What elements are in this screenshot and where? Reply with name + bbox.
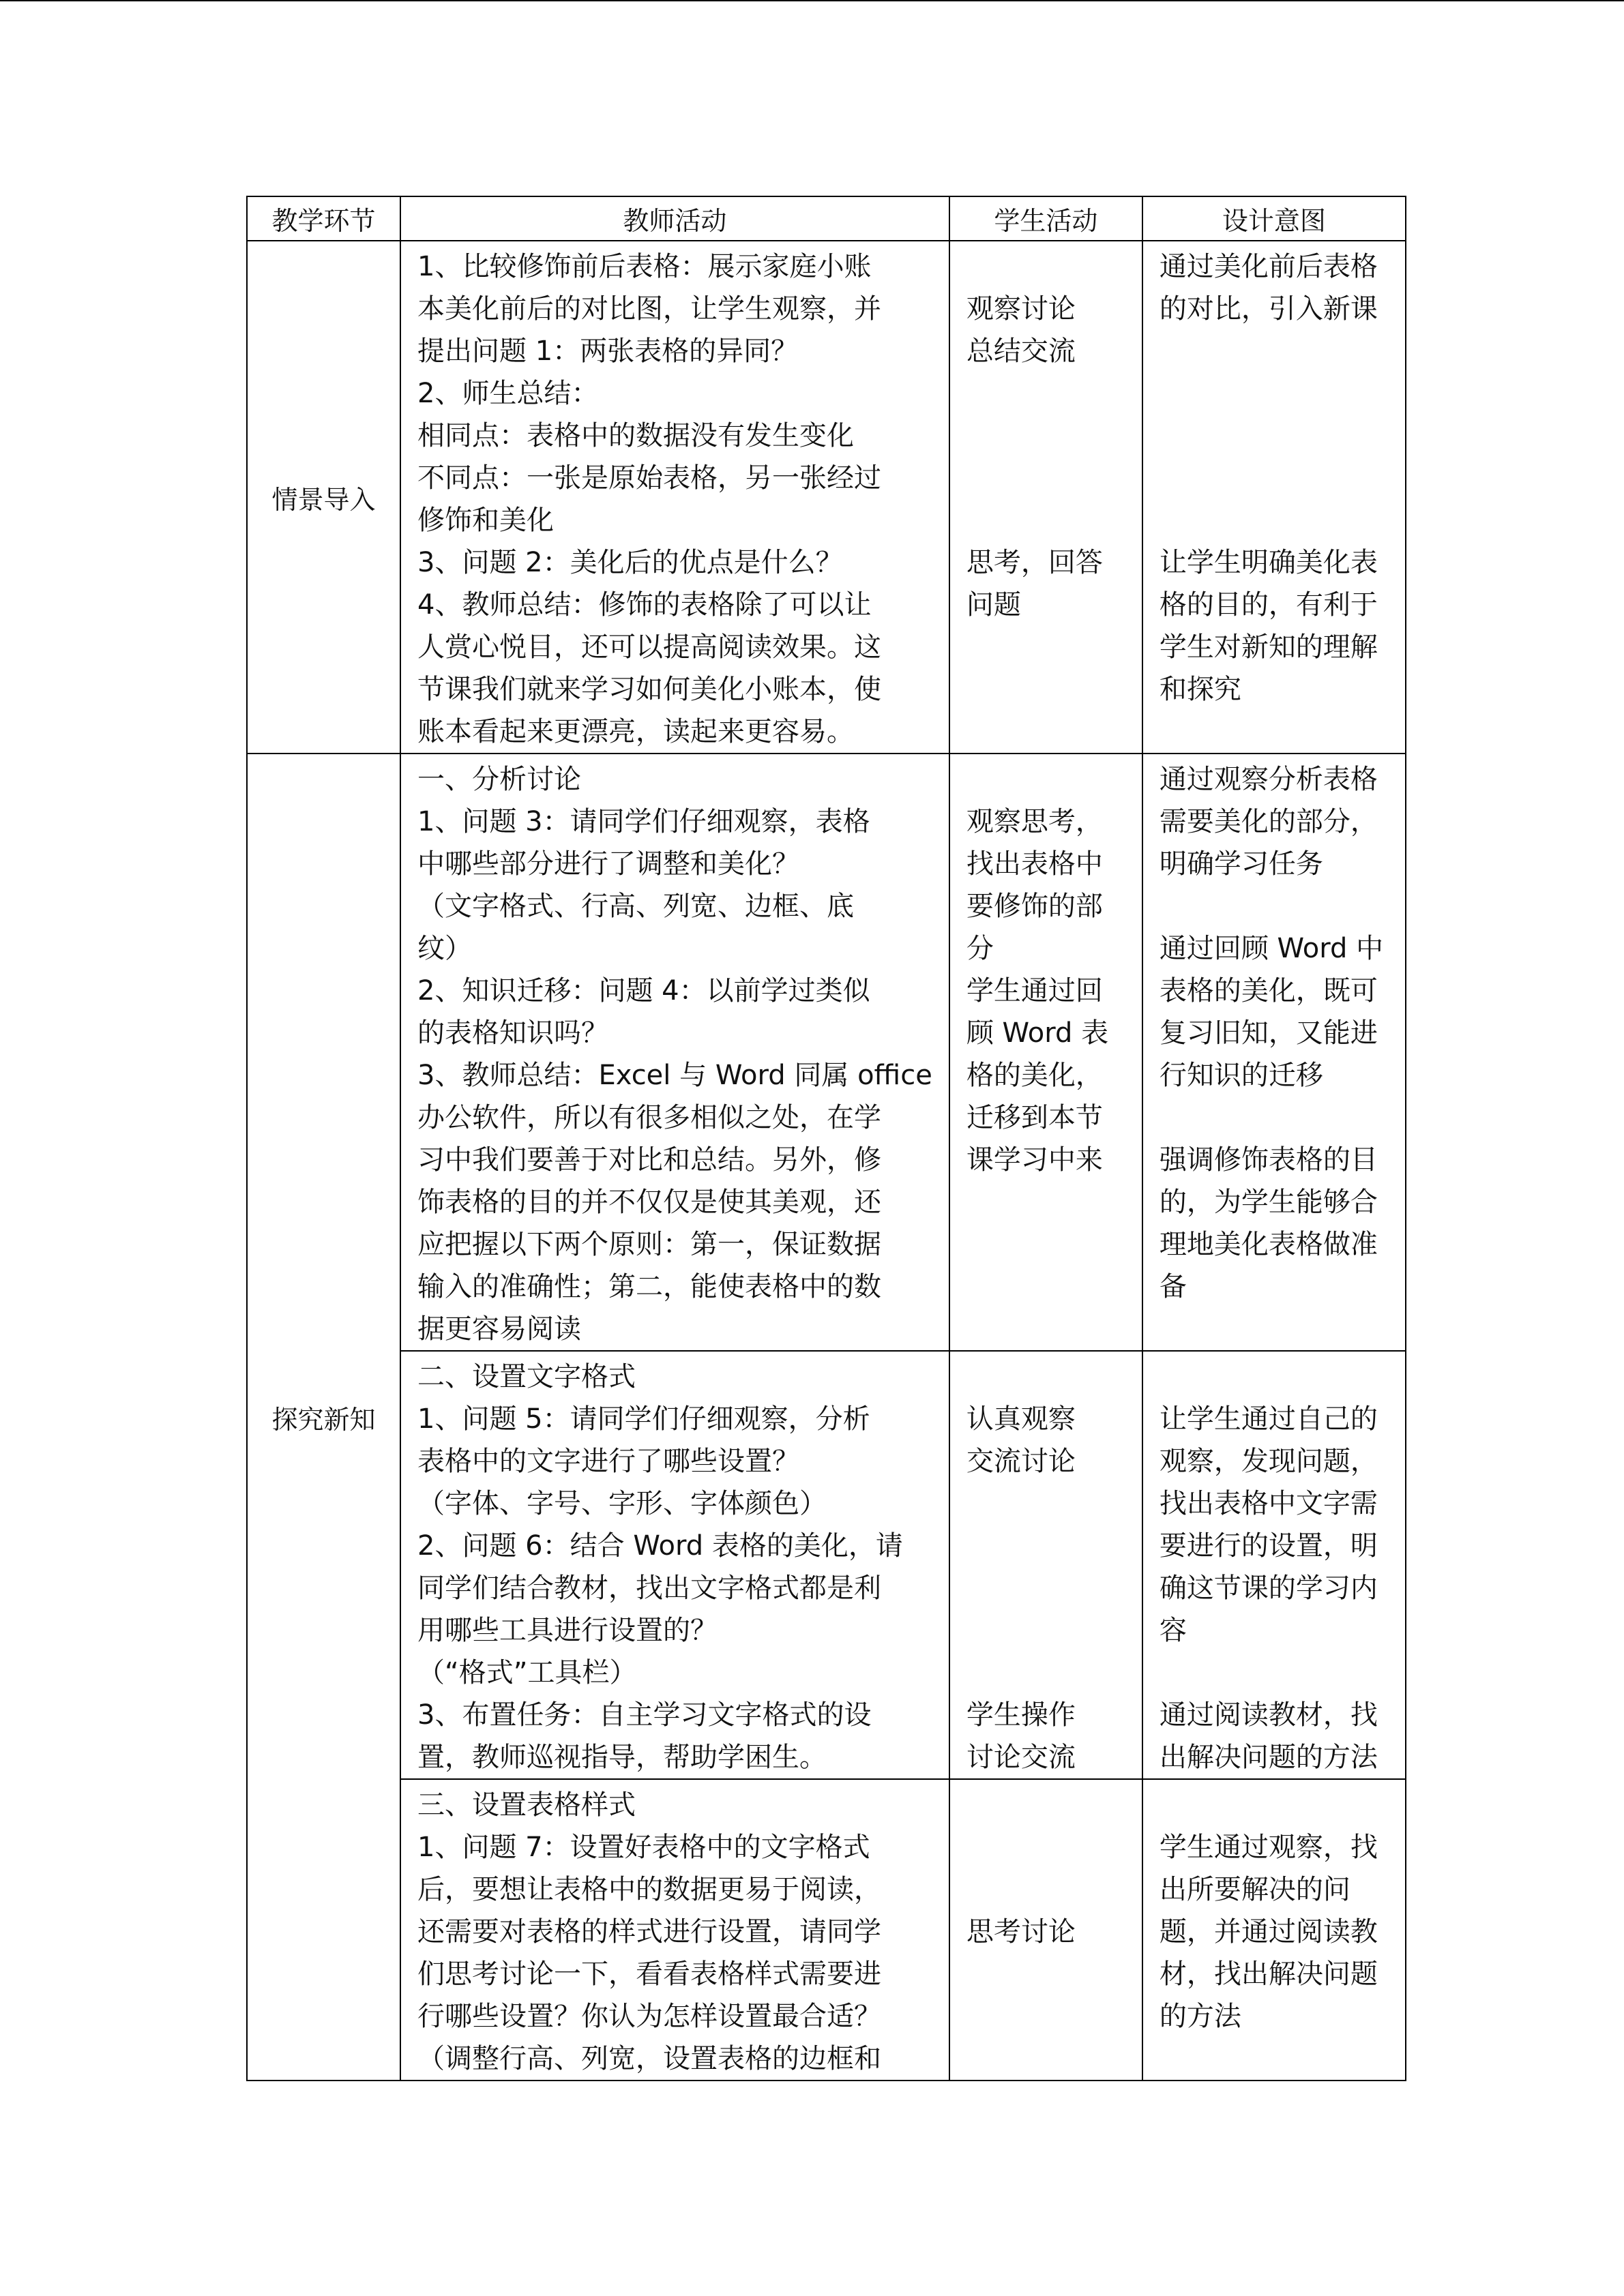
- text-line: 三、设置表格样式: [417, 1789, 636, 1821]
- text-line: 相同点：表格中的数据没有发生变化: [417, 420, 854, 451]
- text-line: 出所要解决的问: [1159, 1874, 1350, 1905]
- text-line: 通过美化前后表格: [1159, 251, 1378, 282]
- header-design-intent: 设计意图: [1142, 196, 1406, 241]
- text-line: [1160, 1652, 1389, 1694]
- text-line: 出解决问题的方法: [1159, 1742, 1378, 1773]
- text-line: 2、师生总结：: [417, 378, 599, 409]
- text-line: 备: [1159, 1271, 1187, 1302]
- text-line: 3、问题 2：美化后的优点是什么？: [417, 547, 843, 578]
- text-line: 迁移到本节: [966, 1102, 1103, 1133]
- text-line: 问题: [966, 589, 1021, 621]
- text-line: 据更容易阅读: [417, 1313, 581, 1345]
- text-line: 2、问题 6：结合 Word 表格的美化，请: [417, 1530, 903, 1562]
- text-line: 要修饰的部: [966, 891, 1103, 922]
- text-line: 要进行的设置，明: [1159, 1530, 1378, 1562]
- text-line: [1160, 1097, 1389, 1139]
- text-line: 输入的准确性；第二，能使表格中的数: [417, 1271, 881, 1302]
- teacher-activity-cell: [400, 754, 949, 1351]
- text-line: 表格的美化，既可: [1159, 975, 1378, 1007]
- text-line: [966, 1609, 1125, 1652]
- design-intent-cell: [1142, 1351, 1406, 1779]
- text-line: 复习旧知，又能进: [1159, 1017, 1378, 1049]
- text-line: 观察讨论: [966, 293, 1076, 325]
- text-line: 习中我们要善于对比和总结。另外，修: [417, 1144, 881, 1176]
- text-line: 1、问题 5：请同学们仔细观察，分析: [417, 1403, 870, 1435]
- text-line: 通过观察分析表格: [1159, 764, 1378, 795]
- text-line: （文字格式、行高、列宽、边框、底: [417, 891, 854, 922]
- text-line: [966, 245, 1125, 288]
- text-line: [1160, 499, 1389, 541]
- table-row: [247, 754, 1406, 1351]
- text-line: （“格式”工具栏）: [417, 1657, 637, 1688]
- text-line: 通过回顾 Word 中: [1159, 933, 1384, 964]
- text-line: 思考讨论: [966, 1916, 1076, 1948]
- teacher-activity-cell: [400, 1779, 949, 2081]
- text-line: 格的目的，有利于: [1159, 589, 1378, 621]
- text-line: 们思考讨论一下，看看表格样式需要进: [417, 1958, 881, 1990]
- text-line: 总结交流: [966, 336, 1076, 367]
- teacher-activity-cell: [400, 1351, 949, 1779]
- text-line: （字体、字号、字形、字体颜色）: [417, 1488, 827, 1519]
- text-line: [1160, 372, 1389, 415]
- text-line: 用哪些工具进行设置的？: [417, 1615, 718, 1646]
- text-line: [966, 758, 1125, 801]
- table-row: [247, 1351, 1406, 1779]
- text-line: 学生通过回: [966, 975, 1103, 1007]
- text-line: 办公软件，所以有很多相似之处，在学: [417, 1102, 881, 1133]
- text-line: 账本看起来更漂亮，读起来更容易。: [417, 716, 854, 747]
- text-line: [966, 1826, 1125, 1868]
- text-line: 让学生通过自己的: [1159, 1403, 1378, 1435]
- student-activity-cell: [949, 1351, 1142, 1779]
- text-line: 2、知识迁移：问题 4：以前学过类似: [417, 975, 870, 1007]
- text-line: 分: [966, 933, 994, 964]
- table-row: [247, 241, 1406, 754]
- text-line: 的对比，引入新课: [1159, 293, 1378, 325]
- text-line: 1、问题 7：设置好表格中的文字格式: [417, 1832, 870, 1863]
- text-line: 需要美化的部分，: [1159, 806, 1378, 837]
- text-line: 纹）: [417, 933, 472, 964]
- text-line: 3、教师总结：Excel 与 Word 同属 office: [417, 1060, 932, 1091]
- text-line: 容: [1159, 1615, 1187, 1646]
- text-line: 中哪些部分进行了调整和美化？: [417, 848, 799, 880]
- text-line: 学生操作: [966, 1699, 1076, 1731]
- text-line: [1160, 330, 1389, 372]
- text-line: 学生对新知的理解: [1159, 631, 1378, 663]
- page-top-border: [0, 0, 1624, 1]
- text-line: 不同点：一张是原始表格，另一张经过: [417, 462, 881, 494]
- text-line: [966, 1868, 1125, 1911]
- text-line: 行哪些设置？你认为怎样设置最合适？: [417, 2001, 881, 2032]
- text-line: [966, 1356, 1125, 1398]
- text-line: 提出问题 1：两张表格的异同？: [417, 336, 799, 367]
- text-line: 找出表格中: [966, 848, 1103, 880]
- text-line: 本美化前后的对比图，让学生观察，并: [417, 293, 881, 325]
- text-line: 的方法: [1159, 2001, 1241, 2032]
- design-intent-cell: [1142, 754, 1406, 1351]
- text-line: 观察思考，: [966, 806, 1103, 837]
- text-line: 格的美化，: [966, 1060, 1103, 1091]
- text-line: 明确学习任务: [1159, 848, 1323, 880]
- text-line: 的，为学生能够合: [1159, 1187, 1378, 1218]
- student-activity-cell: [949, 241, 1142, 754]
- text-line: [1160, 457, 1389, 499]
- text-line: 行知识的迁移: [1159, 1060, 1323, 1091]
- design-intent-cell: [1142, 1779, 1406, 2081]
- stage-cell: 情景导入: [247, 241, 400, 754]
- text-line: 认真观察: [966, 1403, 1076, 1435]
- text-line: 还需要对表格的样式进行设置，请同学: [417, 1916, 881, 1948]
- text-line: 让学生明确美化表: [1159, 547, 1378, 578]
- text-line: 修饰和美化: [417, 505, 554, 536]
- text-line: 应把握以下两个原则：第一，保证数据: [417, 1229, 881, 1260]
- teacher-activity-cell: [400, 241, 949, 754]
- text-line: 饰表格的目的并不仅仅是使其美观，还: [417, 1187, 881, 1218]
- text-line: 同学们结合教材，找出文字格式都是利: [417, 1572, 881, 1604]
- text-line: [966, 457, 1125, 499]
- text-line: 理地美化表格做准: [1159, 1229, 1378, 1260]
- text-line: [966, 1482, 1125, 1525]
- text-line: 学生通过观察，找: [1159, 1832, 1378, 1863]
- design-intent-cell: [1142, 241, 1406, 754]
- text-line: 二、设置文字格式: [417, 1361, 636, 1392]
- header-row: [247, 196, 1406, 241]
- text-line: 后，要想让表格中的数据更易于阅读，: [417, 1874, 881, 1905]
- text-line: 观察，发现问题，: [1159, 1446, 1378, 1477]
- text-line: [1160, 1784, 1389, 1826]
- text-line: 一、分析讨论: [417, 764, 581, 795]
- text-line: 3、布置任务：自主学习文字格式的设: [417, 1699, 872, 1731]
- text-line: [966, 1652, 1125, 1694]
- text-line: [966, 1525, 1125, 1567]
- header-stage: 教学环节: [247, 196, 400, 241]
- text-line: 讨论交流: [966, 1742, 1076, 1773]
- text-line: [966, 1784, 1125, 1826]
- text-line: （调整行高、列宽，设置表格的边框和: [417, 2043, 881, 2074]
- stage-cell: 探究新知: [247, 754, 400, 2081]
- table-row: [247, 1779, 1406, 2081]
- text-line: [966, 499, 1125, 541]
- text-line: 通过阅读教材，找: [1159, 1699, 1378, 1731]
- text-line: 题，并通过阅读教: [1159, 1916, 1378, 1948]
- student-activity-cell: [949, 1779, 1142, 2081]
- lesson-plan-table: [246, 196, 1406, 2081]
- text-line: [1160, 415, 1389, 457]
- text-line: 交流讨论: [966, 1446, 1076, 1477]
- text-line: [966, 415, 1125, 457]
- text-line: 确这节课的学习内: [1159, 1572, 1378, 1604]
- text-line: [1160, 885, 1389, 927]
- text-line: 顾 Word 表: [966, 1017, 1109, 1049]
- text-line: [1160, 1356, 1389, 1398]
- text-line: 人赏心悦目，还可以提高阅读效果。这: [417, 631, 881, 663]
- text-line: [966, 1567, 1125, 1609]
- header-teacher-activity: 教师活动: [400, 196, 949, 241]
- text-line: 思考，回答: [966, 547, 1103, 578]
- text-line: 表格中的文字进行了哪些设置？: [417, 1446, 799, 1477]
- text-line: 1、问题 3：请同学们仔细观察，表格: [417, 806, 870, 837]
- text-line: 强调修饰表格的目: [1159, 1144, 1378, 1176]
- text-line: 置，教师巡视指导，帮助学困生。: [417, 1742, 827, 1773]
- text-line: [966, 372, 1125, 415]
- text-line: 课学习中来: [966, 1144, 1103, 1176]
- text-line: 材，找出解决问题: [1159, 1958, 1378, 1990]
- text-line: 1、比较修饰前后表格：展示家庭小账: [417, 251, 872, 282]
- text-line: 的表格知识吗？: [417, 1017, 608, 1049]
- text-line: 和探究: [1159, 674, 1241, 705]
- header-student-activity: 学生活动: [949, 196, 1142, 241]
- text-line: 找出表格中文字需: [1159, 1488, 1378, 1519]
- text-line: 节课我们就来学习如何美化小账本，使: [417, 674, 881, 705]
- student-activity-cell: [949, 754, 1142, 1351]
- text-line: 4、教师总结：修饰的表格除了可以让: [417, 589, 872, 621]
